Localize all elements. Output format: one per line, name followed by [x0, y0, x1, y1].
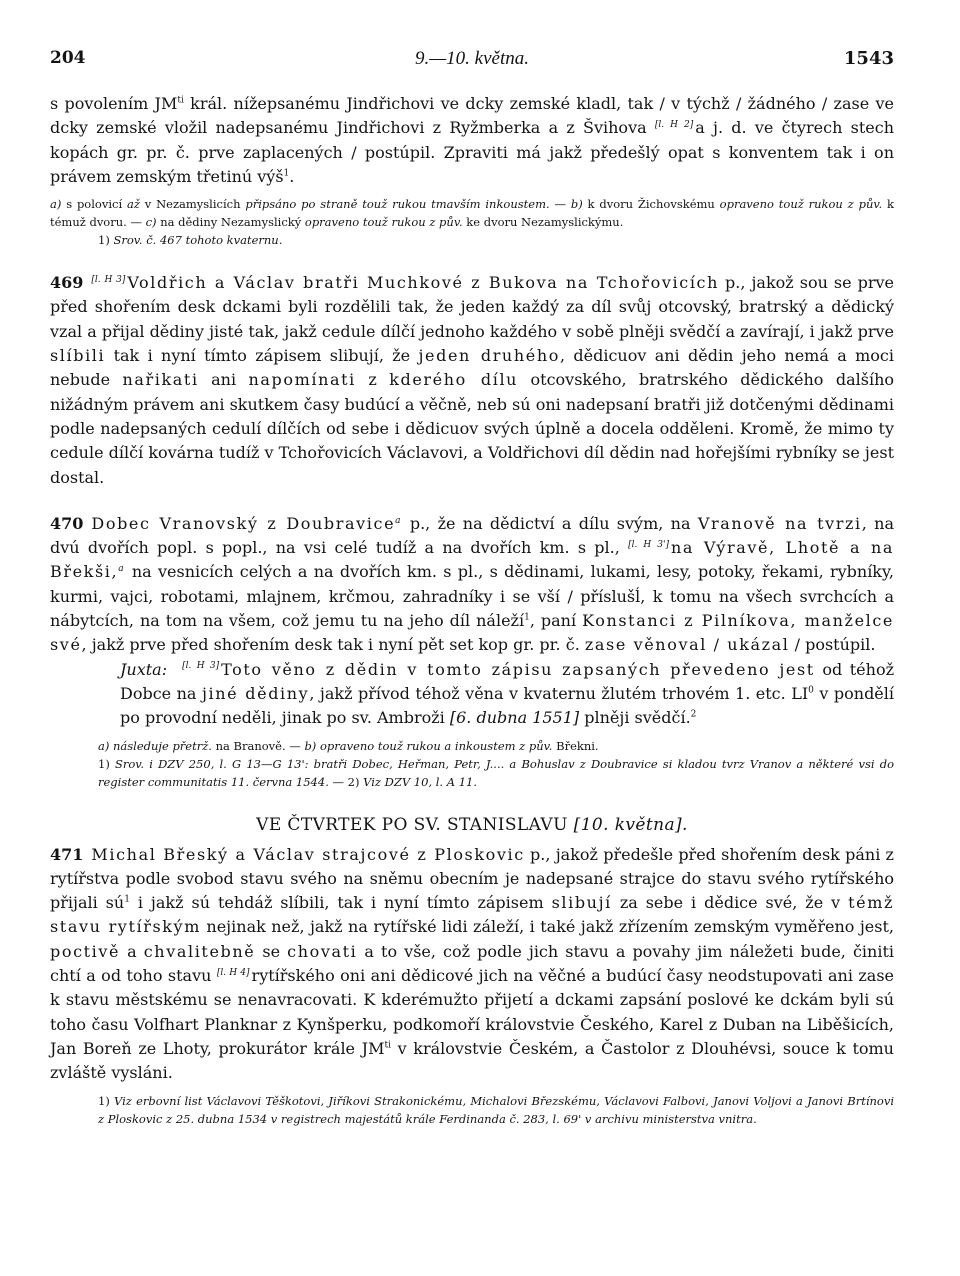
- juxta-paragraph: Juxta: [l. H 3] Toto věno z dědin v tomto zápisu zapsaných převedeno jest od téhož Dobce na jiné dědiny, jakž přívod téhož věna v kvaternu žlutém trhovém 1. etc. $LI^0$ v pondělí po provodní neděli, jinak po sv. Ambroži [6. dubna 1551] plněji svědčí.$^2$: [120, 659, 895, 728]
- entry-471: 471 Michal Břeský a Václav strajcové z Ploskovic p., jakož předešle před shořením desk páni z rytířstva podle svobod stavu svého na sněmu obecním je nadepsané strajce do stavu svého rytířského přijali $sú^1$ i jakž sú tehdáž slíbili, tak i nyní tímto zápisem slibují za sebe i dědice své, že v témž stavu rytířským nejinak než, jakž na rytířské lidi záleží, i také jakž zřízením zemským vyměřeno jest, poctivě a chvalitebně se chovati a to vše, což podle jich stavu a povahy jim náležeti bude, činiti chtí a od toho stavu [l. H 4] rytířského oni ani dědicové jich na věčné a budúcí časy neodstupovati ani zase k stavu městskému se nenavracovati. K kderémužto přijetí a dckami zapsání poslové ke dckám byli sú toho času Volfhart Planknar z Kynšperku, podkomoří královstvie Českého, Karel z Duban na Liběšicích, Jan Boreň ze Lhoty, prokurátor krále $JM^{ti}$ v královstvie Českém, a Častolor z Dlouhévsi, souce k tomu zvláště vysláni.: [50, 844, 895, 1083]
- entry-470-footnotes: 1) Srov. i DZV 250, l. G 13—G 13': bratři Dobec, Heřman, Petr, J.... a Bohuslav z Doubravice si kladou tvrz Vranov a některé vsi do register communitatis 11. června 1544. — 2) Viz DZV 10, l. A 11.: [98, 756, 894, 789]
- entry-number: 469: [50, 273, 84, 293]
- folio-marker: [l. H 2]: [654, 119, 694, 130]
- year-label: 1543: [843, 48, 894, 69]
- entry-468-footnote: 1) Srov. č. 467 tohoto kvaternu.: [98, 233, 283, 248]
- folio-marker: [l. H 3]: [182, 661, 220, 672]
- page-header: [50, 44, 894, 74]
- folio-marker: [l. H 3']: [628, 539, 669, 550]
- entry-470: 470 Dobec Vranovský z Doubravice$^a$ p., že na dědictví a dílu svým, na Vranově na tvrzi, na dvú dvořích popl. s popl., na vsi celé tudíž a na dvořích km. s pl., [l. H 3'] na Výravě, Lhotě a na Břekši,$^a$ na vesnicích celých a na dvořích km. s pl., s dědinami, lukami, lesy, potoky, řekami, rybníky, kurmi, vajci, robotami, mlajnem, krčmou, zahradníky i se vší / příslušĺ, k tomu na všech svrchcích a nábytcích, na tom na všem, což jemu tu na jeho díl náleží$^1$, paní Konstanci z Pilníkova, manželce své, jakž prve před shořením desk tak i nyní pět set kop gr. pr. č. zase věnoval / ukázal / postúpil.: [50, 513, 895, 655]
- entry-471-footnote: 1) Viz erbovní list Václavovi Těškotovi, Jiříkovi Strakonickému, Michalovi Březskému, Václavovi Falbovi, Janovi Voljovi a Janovi Brtínovi z Ploskovic z 25. dubna 1534 v registrech majestátů krále Ferdinanda č. 283, l. 69' v archivu ministerstva vnitra.: [98, 1093, 894, 1126]
- running-title: 9.—10. května.: [415, 48, 529, 69]
- entry-number: 471: [50, 844, 84, 864]
- entry-468-text: s povolením $JM^{ti}$ král. nížepsanému Jindřichovi ve dcky zemské kladl, tak / v týchž / žádného / zase ve dcky zemské vložil nadepsanému Jindřichovi z Ryžmberka a z Švihova [l. H 2] a j. d. ve čtyrech stech kopách gr. pr. č. prve zaplacených / postúpil. Zpraviti má jakž předešlý opat s konventem tak i on právem zemským třetinú výš$^1$.: [50, 94, 895, 186]
- page-number: 204: [50, 48, 86, 68]
- entry-number: 470: [50, 513, 84, 533]
- entry-470-apparatus: a) následuje přetrž. na Branově. — b) opraveno touž rukou a inkoustem z pův. Břekni.: [98, 738, 599, 753]
- section-heading: VE ČTVRTEK PO SV. STANISLAVU [10. května].: [256, 814, 688, 835]
- document-page: [50, 44, 894, 1128]
- folio-marker: [l. H 3]: [91, 274, 126, 285]
- juxta-label: Juxta:: [120, 659, 168, 679]
- folio-marker: [l. H 4]: [216, 967, 250, 978]
- entry-469: 469 [l. H 3] Voldřich a Václav bratři Muchkové z Bukova na Tchořovicích p., jakož sou se prve před shořením desk dckami byli rozdělili tak, že jeden každý za díl svůj otcovský, bratrský a dědický vzal a přijal dědiny jisté tak, jakž cedule dílčí jednoho každého v sobě plněji svědčí a zavírají, i jakž prve slíbili tak i nyní tímto zápisem slibují, že jeden druhého, dědicuov ani dědin jeho nemá a moci nebude nařikati ani napomínati z kderého dílu otcovského, bratrského dědického dalšího nižádným právem ani skutkem časy budúcí a věčně, neb sú oni nadepsaní bratři již dotčenými dědinami podle nadepsaných cedulí dílčích od sebe i dědicuov svých úplně a docela odděleni. Kromě, že mimo ty cedule dílčí kovárna tudíž v Tchořovicích Václavovi, a Voldřichovi díl dědin nad hořejšími rybníky se jest dostal.: [50, 273, 895, 487]
- entry-468-apparatus: a) s polovicí až v Nezamyslicích připsáno po straně touž rukou tmavším inkoustem. — b) k dvoru Žichovskému opraveno touž rukou z pův. k témuž dvoru. — c) na dědiny Nezamyslický opraveno touž rukou z pův. ke dvoru Nezamyslickýmu.: [50, 197, 894, 230]
